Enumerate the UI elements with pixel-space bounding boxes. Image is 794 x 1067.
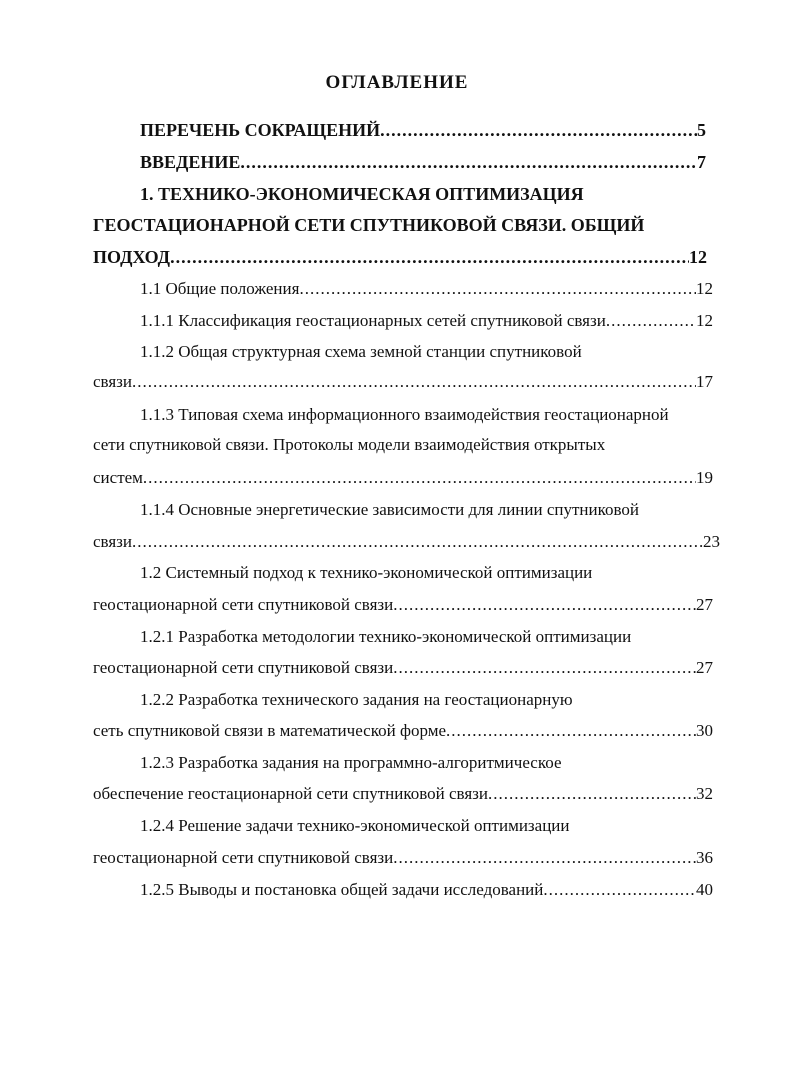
toc-dot-leader: [299, 277, 696, 301]
toc-entry-text: 1.1 Общие положения: [140, 279, 300, 298]
toc-dot-leader: [132, 370, 696, 394]
toc-entry-text: 1.2.1 Разработка методологии технико-экономической оптимизации: [140, 627, 632, 646]
toc-page-number: 40: [696, 880, 713, 899]
toc-entry-1-2-3[interactable]: [93, 782, 713, 806]
toc-dot-leader: [393, 846, 696, 870]
toc-entry-text: ПЕРЕЧЕНЬ СОКРАЩЕНИЙ: [140, 120, 381, 140]
toc-dot-leader: [380, 118, 697, 142]
toc-dot-leader: [132, 530, 703, 554]
toc-entry-introduction[interactable]: [140, 150, 706, 174]
toc-entry-1-1-3[interactable]: [93, 466, 713, 490]
toc-entry-text: 1. ТЕХНИКО-ЭКОНОМИЧЕСКАЯ ОПТИМИЗАЦИЯ: [140, 184, 584, 204]
toc-entry-1-1-1[interactable]: [140, 309, 713, 333]
toc-entry-text: систем: [93, 468, 143, 487]
toc-dot-leader: [240, 150, 697, 174]
toc-page-number: 23: [703, 532, 720, 551]
toc-entry-text: сеть спутниковой связи в математической форме: [93, 721, 447, 740]
toc-page-number: 12: [689, 247, 707, 267]
toc-dot-leader: [606, 309, 696, 333]
toc-entry-text: 1.2 Системный подход к технико-экономической оптимизации: [140, 563, 593, 582]
toc-dot-leader: [446, 719, 696, 743]
toc-entry-chapter-1[interactable]: [93, 245, 707, 269]
toc-page-number: 5: [697, 120, 706, 140]
toc-page-number: 17: [696, 372, 713, 391]
toc-dot-leader: [393, 593, 696, 617]
toc-entry-text: связи: [93, 372, 132, 391]
toc-page-number: 19: [696, 468, 713, 487]
toc-entry-abbreviations[interactable]: [140, 118, 706, 142]
toc-entry-text: 1.2.2 Разработка технического задания на геостационарную: [140, 690, 573, 709]
toc-dot-leader: [488, 782, 696, 806]
toc-entry-1-2[interactable]: [93, 593, 713, 617]
toc-entry-text: 1.1.2 Общая структурная схема земной станции спутниковой: [140, 342, 582, 361]
toc-entry-text: 1.2.4 Решение задачи технико-экономической оптимизации: [140, 816, 570, 835]
toc-page-number: 7: [697, 152, 706, 172]
toc-entry-text: геостационарной сети спутниковой связи: [93, 658, 394, 677]
toc-entry-1-2-5[interactable]: [140, 878, 713, 902]
toc-entry-1-2-1[interactable]: [93, 656, 713, 680]
toc-page-number: 36: [696, 848, 713, 867]
page-title: ОГЛАВЛЕНИЕ: [325, 72, 469, 93]
toc-page-number: 12: [696, 311, 713, 330]
toc-entry-1-1[interactable]: [140, 277, 713, 301]
toc-entry-text: 1.2.5 Выводы и постановка общей задачи исследований: [140, 880, 544, 899]
toc-entry-text: геостационарной сети спутниковой связи: [93, 595, 394, 614]
toc-entry-1-1-4[interactable]: [93, 530, 720, 554]
toc-page-number: 30: [696, 721, 713, 740]
toc-dot-leader: [393, 656, 696, 680]
toc-entry-text: 1.1.1 Классификация геостационарных сетей спутниковой связи: [140, 311, 606, 330]
toc-page-number: 32: [696, 784, 713, 803]
toc-entry-text: ГЕОСТАЦИОНАРНОЙ СЕТИ СПУТНИКОВОЙ СВЯЗИ. ОБЩИЙ: [93, 215, 645, 235]
toc-entry-text: геостационарной сети спутниковой связи: [93, 848, 394, 867]
toc-entry-text: обеспечение геостационарной сети спутниковой связи: [93, 784, 488, 803]
toc-dot-leader: [143, 466, 696, 490]
toc-entry-text: сети спутниковой связи. Протоколы модели взаимодействия открытых: [93, 435, 606, 454]
toc-entry-text: 1.2.3 Разработка задания на программно-алгоритмическое: [140, 753, 562, 772]
toc-entry-text: связи: [93, 532, 132, 551]
toc-dot-leader: [170, 245, 689, 269]
toc-page-number: 27: [696, 658, 713, 677]
toc-entry-1-2-4[interactable]: [93, 846, 713, 870]
toc-entry-1-2-2[interactable]: [93, 719, 713, 743]
toc-entry-1-1-2[interactable]: [93, 370, 713, 394]
toc-page-number: 27: [696, 595, 713, 614]
toc-dot-leader: [543, 878, 696, 902]
toc-page-number: 12: [696, 279, 713, 298]
toc-entry-text: 1.1.4 Основные энергетические зависимости для линии спутниковой: [140, 500, 640, 519]
toc-entry-text: ПОДХОД: [93, 247, 171, 267]
toc-entry-text: ВВЕДЕНИЕ: [140, 152, 241, 172]
toc-entry-text: 1.1.3 Типовая схема информационного взаимодействия геостационарной: [140, 405, 669, 424]
